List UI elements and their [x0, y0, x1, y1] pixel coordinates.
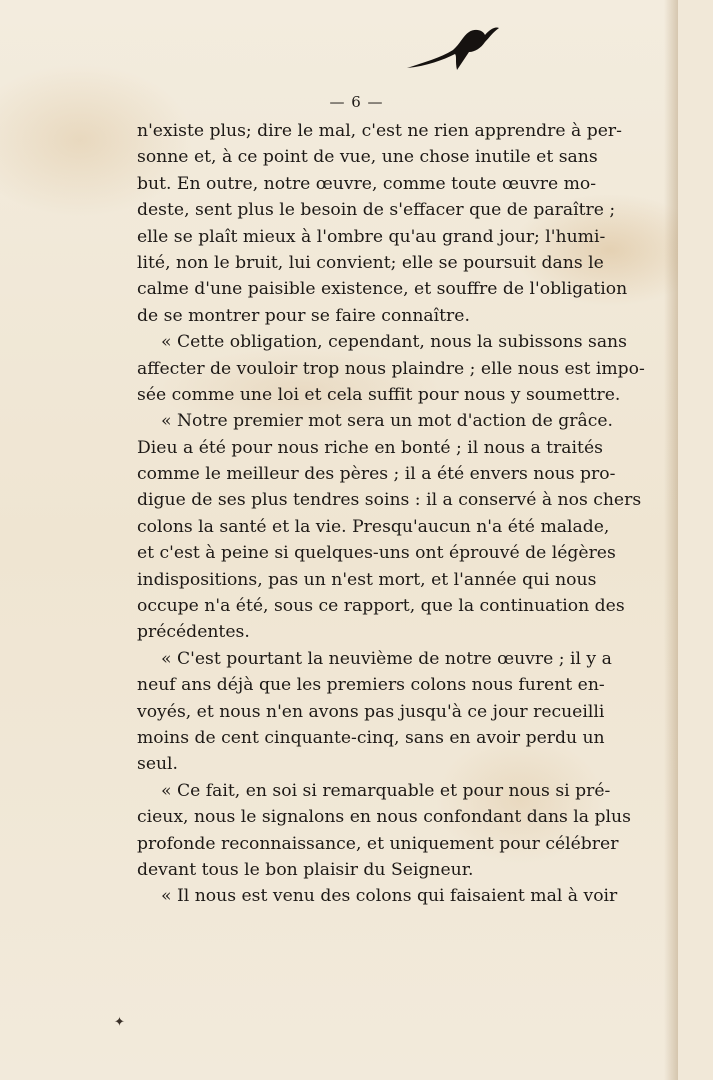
- text-line: « Cette obligation, cependant, nous la subissons sans: [161, 332, 627, 353]
- text-line: indispositions, pas un n'est mort, et l'année qui nous: [137, 569, 597, 590]
- text-line: « Il nous est venu des colons qui faisaient mal à voir: [161, 886, 618, 907]
- text-line: lité, non le bruit, lui convient; elle se poursuit dans le: [137, 252, 604, 273]
- text-line: sée comme une loi et cela suffit pour nous y soumettre.: [137, 384, 621, 405]
- text-line: calme d'une paisible existence, et souffre de l'obligation: [137, 279, 628, 300]
- text-line: « Notre premier mot sera un mot d'action de grâce.: [161, 411, 613, 432]
- text-line: affecter de vouloir trop nous plaindre ; elle nous est impo-: [137, 358, 645, 379]
- text-line: « Ce fait, en soi si remarquable et pour nous si pré-: [161, 780, 611, 801]
- text-line: devant tous le bon plaisir du Seigneur.: [137, 859, 474, 880]
- text-line: neuf ans déjà que les premiers colons nous furent en-: [137, 675, 605, 696]
- text-line: elle se plaît mieux à l'ombre qu'au grand jour; l'humi-: [137, 226, 606, 247]
- body-text: [137, 118, 645, 910]
- text-line: précédentes.: [137, 622, 250, 643]
- stray-mark: ✦: [114, 1015, 125, 1030]
- text-line: Dieu a été pour nous riche en bonté ; il nous a traités: [137, 437, 603, 458]
- text-line: moins de cent cinquante-cinq, sans en avoir perdu un: [137, 727, 605, 748]
- text-line: sonne et, à ce point de vue, une chose inutile et sans: [137, 147, 598, 168]
- text-line: « C'est pourtant la neuvième de notre œuvre ; il y a: [161, 648, 612, 669]
- page-number: — 6 —: [329, 93, 384, 111]
- text-line: but. En outre, notre œuvre, comme toute œuvre mo-: [137, 173, 597, 194]
- text-line: profonde reconnaissance, et uniquement pour célébrer: [137, 833, 619, 854]
- page-edge-shadow: [664, 0, 678, 1080]
- text-line: cieux, nous le signalons en nous confondant dans la plus: [137, 807, 631, 828]
- ink-blot-mark: [405, 22, 500, 74]
- text-line: de se montrer pour se faire connaître.: [137, 305, 470, 326]
- text-line: et c'est à peine si quelques-uns ont éprouvé de légères: [137, 543, 616, 564]
- text-line: voyés, et nous n'en avons pas jusqu'à ce jour recueilli: [137, 701, 605, 722]
- text-line: occupe n'a été, sous ce rapport, que la continuation des: [137, 596, 625, 617]
- text-line: deste, sent plus le besoin de s'effacer que de paraître ;: [137, 200, 616, 221]
- text-line: seul.: [137, 754, 179, 775]
- text-line: comme le meilleur des pères ; il a été envers nous pro-: [137, 464, 616, 485]
- text-line: n'existe plus; dire le mal, c'est ne rien apprendre à per-: [137, 121, 622, 141]
- text-line: colons la santé et la vie. Presqu'aucun n'a été malade,: [137, 516, 610, 537]
- text-line: digue de ses plus tendres soins : il a conservé à nos chers: [137, 490, 642, 511]
